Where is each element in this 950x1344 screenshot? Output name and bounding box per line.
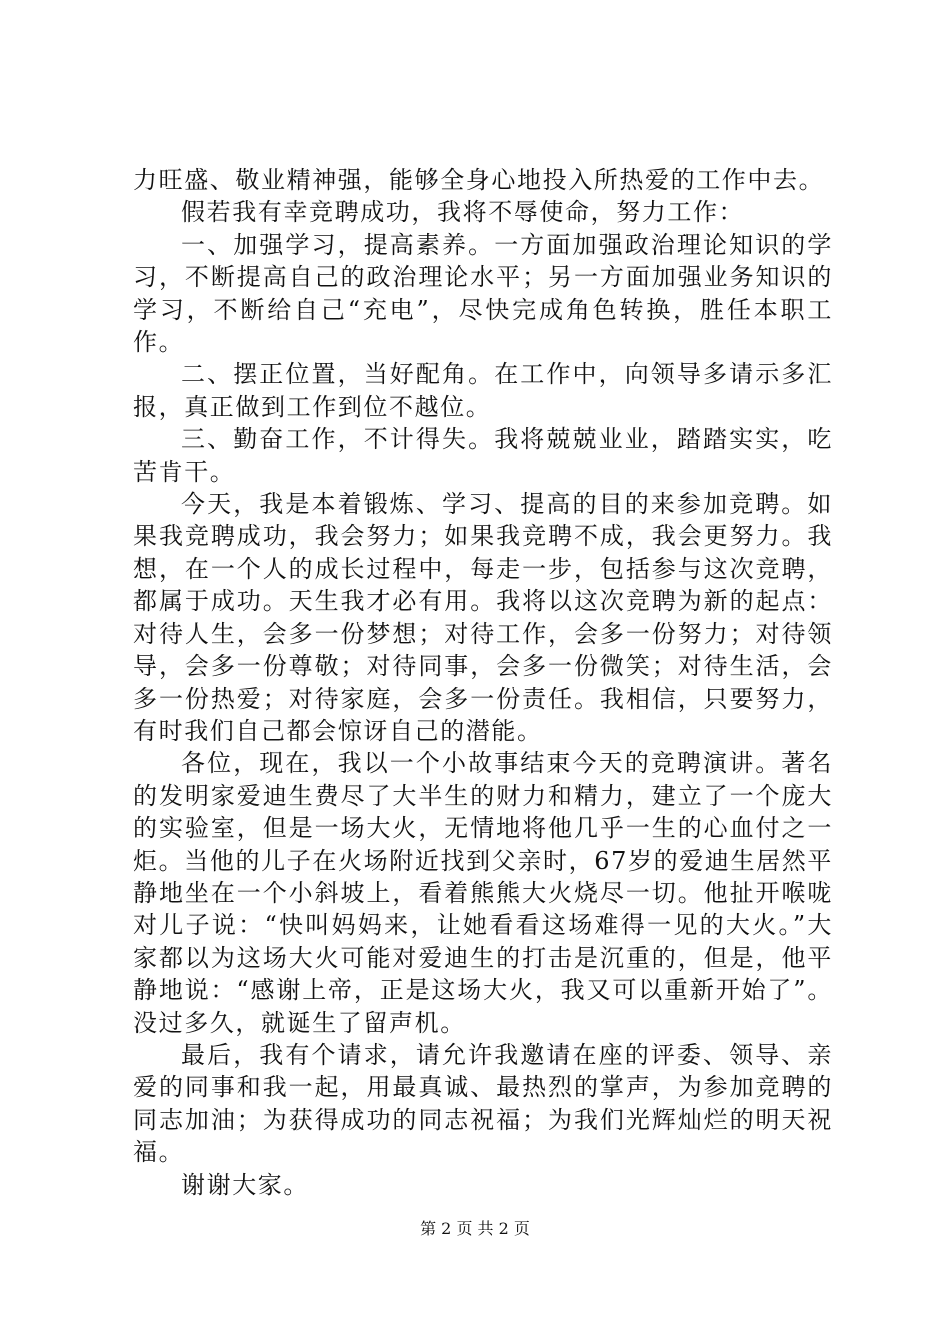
paragraph-request: 最后，我有个请求，请允许我邀请在座的评委、领导、亲爱的同事和我一起，用最真诚、最热烈的掌声，为参加竞聘的同志加油；为获得成功的同志祝福；为我们光辉灿烂的明天祝福。 <box>133 1040 833 1167</box>
paragraph-story: 各位，现在，我以一个小故事结束今天的竞聘演讲。著名的发明家爱迪生费尽了大半生的财力和精力，建立了一个庞大的实验室，但是一场大火，无情地将他几乎一生的心血付之一炬。当他的儿子在火场附近找到父亲时，67岁的爱迪生居然平静地坐在一个小斜坡上，看着熊熊大火烧尽一切。他扯开喉咙对儿子说：“快叫妈妈来，让她看看这场难得一见的大火。”大家都以为这场大火可能对爱迪生的打击是沉重的，但是，他平静地说：“感谢上帝，正是这场大火，我又可以重新开始了”。没过多久，就诞生了留声机。 <box>133 749 833 1037</box>
paragraph-point-one: 一、加强学习，提高素养。一方面加强政治理论知识的学习，不断提高自己的政治理论水平；另一方面加强业务知识的学习，不断给自己“充电”，尽快完成角色转换，胜任本职工作。 <box>133 230 833 357</box>
document-body <box>133 164 833 1201</box>
paragraph-thanks: 谢谢大家。 <box>181 1170 309 1199</box>
paragraph-pledge: 假若我有幸竞聘成功，我将不辱使命，努力工作： <box>181 198 745 227</box>
paragraph-point-two: 二、摆正位置，当好配角。在工作中，向领导多请示多汇报，真正做到工作到位不越位。 <box>133 360 833 421</box>
paragraph-continuation: 力旺盛、敬业精神强，能够全身心地投入所热爱的工作中去。 <box>133 166 825 194</box>
paragraph-point-three: 三、勤奋工作，不计得失。我将兢兢业业，踏踏实实，吃苦肯干。 <box>133 425 833 486</box>
page-footer: 第 2 页 共 2 页 <box>420 1219 530 1238</box>
paragraph-today: 今天，我是本着锻炼、学习、提高的目的来参加竞聘。如果我竞聘成功，我会努力；如果我竞聘不成，我会更努力。我想，在一个人的成长过程中，每走一步，包括参与这次竞聘，都属于成功。天生我才必有用。我将以这次竞聘为新的起点：对待人生，会多一份梦想；对待工作，会多一份努力；对待领导，会多一份尊敬；对待同事，会多一份微笑；对待生活，会多一份热爱；对待家庭，会多一份责任。我相信，只要努力，有时我们自己都会惊讶自己的潜能。 <box>133 490 833 745</box>
